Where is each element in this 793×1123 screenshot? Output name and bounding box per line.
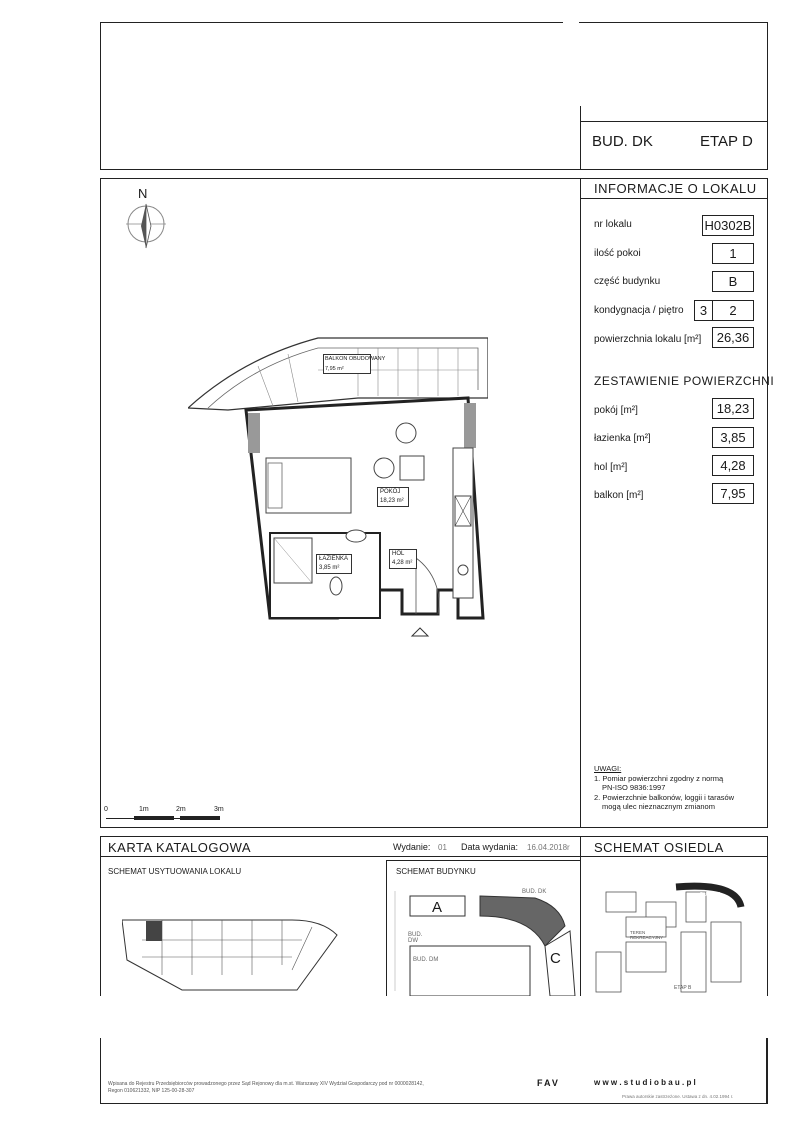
- estate-schema: [586, 862, 766, 994]
- note-1: 1. Pomiar powierzchni zgodny z normą: [594, 774, 724, 783]
- hall-label: HOL: [392, 551, 405, 557]
- bldg-dk-label: BUD. DK: [522, 889, 547, 895]
- building-schema-title: SCHEMAT BUDYNKU: [396, 867, 476, 876]
- building-part-label: część budynku: [594, 276, 661, 287]
- compass-icon: [124, 202, 170, 252]
- balcony-area-value: 7,95: [712, 483, 754, 504]
- edition-label: Wydanie:: [393, 842, 431, 852]
- unit-area-value: 26,36: [712, 327, 754, 348]
- unit-number-label: nr lokalu: [594, 219, 632, 230]
- room-label-box: [377, 487, 409, 507]
- storey-value: 3: [694, 300, 713, 321]
- rooms-count-value: 1: [712, 243, 754, 264]
- unit-number-value: H0302B: [702, 215, 754, 236]
- estate-dk-label: BUD. DK: [700, 892, 721, 898]
- floor-value: 2: [712, 300, 754, 321]
- estate-stage-b-label: ETAP B: [674, 985, 692, 991]
- website-link[interactable]: w w w . s t u d i o b a u . p l: [594, 1078, 696, 1087]
- info-panel: [580, 178, 775, 828]
- white-band: [90, 996, 780, 1038]
- info-title: INFORMACJE O LOKALU: [594, 181, 757, 196]
- header-frame: [100, 22, 768, 170]
- rooms-count-label: ilość pokoi: [594, 248, 641, 259]
- footer-divider: [766, 1038, 767, 1104]
- header-divider: [580, 106, 581, 170]
- header-mask: [563, 16, 579, 106]
- scale-0: 0: [104, 806, 108, 813]
- notes-title: UWAGI:: [594, 764, 622, 773]
- date-label: Data wydania:: [461, 842, 519, 852]
- scale-1m: 1m: [139, 806, 149, 813]
- north-label: N: [138, 186, 148, 201]
- room-area: 18,23 m²: [380, 498, 404, 504]
- floor-label: kondygnacja / piętro: [594, 305, 684, 316]
- estate-title: SCHEMAT OSIEDLA: [594, 840, 724, 855]
- location-title: SCHEMAT USYTUOWANIA LOKALU: [108, 867, 242, 876]
- bldg-a-label: A: [432, 899, 443, 916]
- hall-label-box: [389, 549, 417, 569]
- summary-title: ZESTAWIENIE POWIERZCHNI: [594, 374, 775, 388]
- room-area-value: 18,23: [712, 398, 754, 419]
- unit-highlight: [146, 921, 162, 941]
- bath-area-label: łazienka [m²]: [594, 433, 651, 444]
- hall-area-value: 4,28: [712, 455, 754, 476]
- copyright-text: Prawa autorskie zastrzeżone. Ustawa z dn. 4.02.1994 r.: [622, 1094, 734, 1099]
- balcony-label-box: [323, 354, 386, 374]
- stage-code: ETAP D: [700, 133, 753, 150]
- balcony-label: BALKON OBUDOWANY: [325, 356, 386, 362]
- balcony-area: 7,95 m²: [325, 366, 344, 372]
- bldg-c-label: C: [550, 950, 561, 967]
- header-rule: [580, 121, 768, 122]
- bath-label-box: [316, 554, 352, 574]
- unit-area-label: powierzchnia lokalu [m²]: [594, 334, 702, 345]
- note-2b: mogą ulec nieznacznym zmianom: [602, 802, 715, 811]
- catalog-title: KARTA KATALOGOWA: [108, 840, 252, 855]
- room-area-label: pokój [m²]: [594, 405, 638, 416]
- bldg-dw-label: BUD. DW: [408, 932, 423, 944]
- date-value: 16.04.2018r: [527, 843, 570, 852]
- note-2: 2. Powierzchnie balkonów, loggii i tarasów: [594, 793, 735, 802]
- info-title-rule: [581, 198, 767, 199]
- catalog-rule: [100, 856, 768, 857]
- bath-label: ŁAZIENKA: [319, 556, 349, 562]
- hall-area-label: hol [m²]: [594, 462, 628, 473]
- north-arrow: [124, 186, 170, 256]
- balcony-area-label: balkon [m²]: [594, 490, 644, 501]
- building-code: BUD. DK: [592, 133, 653, 150]
- note-1b: PN-ISO 9836:1997: [602, 783, 666, 792]
- edition-value: 01: [438, 843, 447, 852]
- scale-2m: 2m: [176, 806, 186, 813]
- location-schema: [122, 915, 352, 995]
- registry-text: Wpisana do Rejestru Przedsiębiorców prowadzonego przez Sąd Rejonowy dla m.st. Warszawy XIV Wydział Gospodarczy pod nr 0000028142,: [108, 1081, 424, 1087]
- company-logo: FAV: [537, 1078, 560, 1088]
- bath-area-value: 3,85: [712, 427, 754, 448]
- scale-bar: [104, 806, 264, 826]
- estate-playground-label: TEREN REKREACYJNY: [630, 930, 664, 940]
- scale-3m: 3m: [214, 806, 224, 813]
- room-label: POKÓJ: [380, 489, 401, 495]
- bldg-dm-label: BUD. DM: [413, 957, 439, 963]
- hall-area: 4,28 m²: [392, 560, 413, 566]
- regon-text: Regon 010621332, NIP 125-00-28-307: [108, 1088, 195, 1094]
- bath-area: 3,85 m²: [319, 565, 340, 571]
- building-part-value: B: [712, 271, 754, 292]
